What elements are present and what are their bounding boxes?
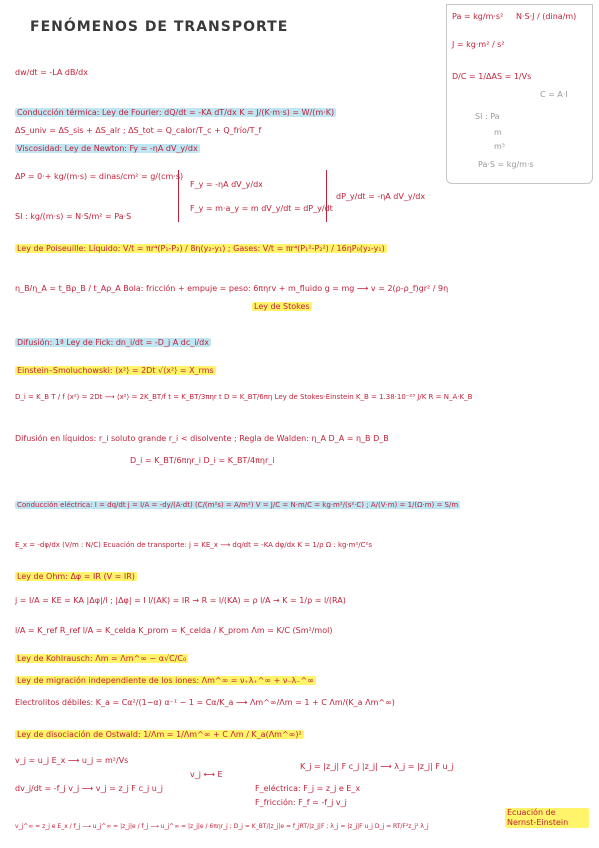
note-line: Ley de disociación de Ostwald: 1/Λm = 1/Λm^∞ + C Λm / K_a(Λm^∞)² — [17, 730, 302, 739]
note-line: Conducción eléctrica: I = dq/dt j = I/A = -dy/(A·dt) (C/(m²s) = A/m²) V = J/C = N·m/C = kg·m²/(s²·C) ; A/(V·m) = 1/(Ω·m) = S/m — [17, 501, 459, 509]
section-heading-diffusion — [15, 338, 211, 348]
note-line: Ley de Kohlrausch: Λm = Λm^∞ − α√C/C₀ — [17, 654, 187, 663]
note-line: η_B/η_A = t_Bρ_B / t_Aρ_A Bola: fricción + empuje = peso: 6πηrv + m_fluido g = mg ⟶ v = 2(ρ-ρ_f)gr² / 9η — [15, 284, 449, 293]
note-line — [15, 676, 316, 686]
note-line: Ecuación de Nernst-Einstein — [505, 808, 589, 828]
unit-si: SI : Pa — [475, 112, 500, 121]
unit-m: m — [494, 128, 502, 137]
note-line: Einstein–Smoluchowski: ⟨x²⟩ = 2Dt √⟨x²⟩ = X_rms — [17, 366, 214, 375]
note-line: Conducción térmica: Ley de Fourier: dQ/dt = -KA dT/dx K = J/(K·m·s) = W/(m·K) — [17, 108, 335, 117]
note-line: Viscosidad: Ley de Newton: Fy = -ηA dV_y/dx — [17, 144, 198, 153]
note-line: ΔS_univ = ΔS_sis + ΔS_alr ; ΔS_tot = Q_calor/T_c + Q_frío/T_f — [15, 126, 262, 135]
note-line: Ley de Stokes — [254, 302, 310, 311]
note-line — [15, 366, 216, 376]
note-line: Ley de Ohm: Δφ = IR (V = IR) — [17, 572, 135, 581]
note-line: Ley de migración independiente de los iones: Λm^∞ = ν₊λ₊^∞ + ν₋λ₋^∞ — [17, 676, 314, 685]
unit-pa-s: Pa·S = kg/m·s — [478, 160, 534, 169]
note-line: SI : kg/(m·s) = N·S/m² = Pa·S — [15, 212, 132, 221]
note-line: F_y = m·a_y = m dV_y/dt = dP_y/dt — [190, 204, 333, 213]
note-line: Difusión en líquidos: r_i soluto grande r_i < disolvente ; Regla de Walden: η_A D_A = η_B D_B — [15, 434, 389, 443]
note-line: l/A = K_ref R_ref l/A = K_celda K_prom = K_celda / K_prom Λm = K/C (Sm²/mol) — [15, 626, 333, 635]
note-line: j = I/A = KE = KA |Δφ|/l ; |Δφ| = I l/(AK) = IR → R = l/(KA) = ρ l/A → K = 1/ρ = l/(RA) — [15, 596, 346, 605]
note-line: Electrolitos débiles: K_a = Cα²/(1−α) α⁻¹ − 1 = Cα/K_a ⟶ Λm^∞/Λm = 1 + C Λm/(K_a Λm^∞) — [15, 698, 395, 707]
note-line — [252, 302, 312, 312]
note-line: F_y = -ηA dV_y/dx — [190, 180, 263, 189]
note-line: dv_j/dt = -f_j v_j ⟶ v_j = z_j F c_j u_j — [15, 784, 164, 793]
unit-pascal-alt: N·S·J / (dina/m) — [516, 12, 577, 21]
units-sidebar — [446, 4, 593, 184]
note-line — [15, 654, 188, 664]
unit-pascal: Pa = kg/m·s² — [452, 12, 504, 21]
note-line: v_j^∞ = z_j e E_x / f_j ⟶ u_j^∞ = |z_j|e / f_j ⟶ u_j^∞ = |z_j|e / 6πηr_j ; D_j = K_BT/|z_j|e = f_jRT/|z_j|F ; λ_j = |z_j|F u_j D_j = RT/F²z_j² λ_j — [15, 823, 429, 830]
note-line: F_fricción: F_f = -f_j v_j — [255, 798, 347, 807]
note-line — [15, 244, 387, 254]
note-line: dw/dt = -LA dB/dx — [15, 68, 88, 77]
note-line — [15, 730, 304, 740]
note-line: ΔP = 0·+ kg/(m·s) = dinas/cm² = g/(cm·s) — [15, 172, 184, 181]
note-line — [15, 572, 137, 582]
unit-joule: J = kg·m² / s² — [452, 40, 505, 49]
note-line: F_eléctrica: F_j = z_j e E_x — [255, 784, 361, 793]
note-line: v_j = u_j E_x ⟶ u_j = m²/Vs — [15, 756, 129, 765]
note-line: D_i = K_B T / f ⟨x²⟩ = 2Dt ⟶ ⟨x²⟩ = 2K_BT/f t = K_BT/3πηr t D = K_BT/6πη Ley de Stokes-Einstein K_B = 1.38·10⁻²³ J/K R = N_A·K_B — [15, 393, 473, 401]
unit-m3: m³ — [494, 142, 505, 151]
note-line: v_j ⟷ E — [190, 770, 223, 779]
note-line: dP_y/dt = -ηA dV_y/dx — [336, 192, 426, 201]
unit-note: C = A·I — [540, 90, 568, 99]
unit-conductance: D/C = 1/ΔAS = 1/Vs — [452, 72, 532, 81]
note-line: E_x = -dφ/dx (V/m : N/C) Ecuación de transporte: j = KE_x ⟶ dq/dt = -KA dφ/dx K = 1/ρ Ω : kg·m²/C²s — [15, 541, 373, 549]
note-line — [505, 808, 589, 828]
page-title: FENÓMENOS DE TRANSPORTE — [30, 19, 289, 35]
note-line: K_j = |z_j| F c_j |z_j| ⟶ λ_j = |z_j| F u_j — [300, 762, 454, 771]
section-heading-electrical — [15, 500, 460, 510]
section-heading-conduction — [15, 108, 336, 118]
note-line: Ley de Poiseuille: Líquido: V/t = πr⁴(P₁-P₂) / 8η(y₂-y₁) ; Gases: V/t = πr⁴(P₁²-P₂²) / 16ηP₀(y₂-y₁) — [17, 244, 385, 253]
section-heading-viscosity — [15, 144, 200, 154]
note-line: D_i = K_BT/6πηr_i D_i = K_BT/4πηr_i — [130, 456, 275, 465]
note-line: Difusión: 1ª Ley de Fick: dn_i/dt = -D_j A dc_i/dx — [17, 338, 209, 347]
